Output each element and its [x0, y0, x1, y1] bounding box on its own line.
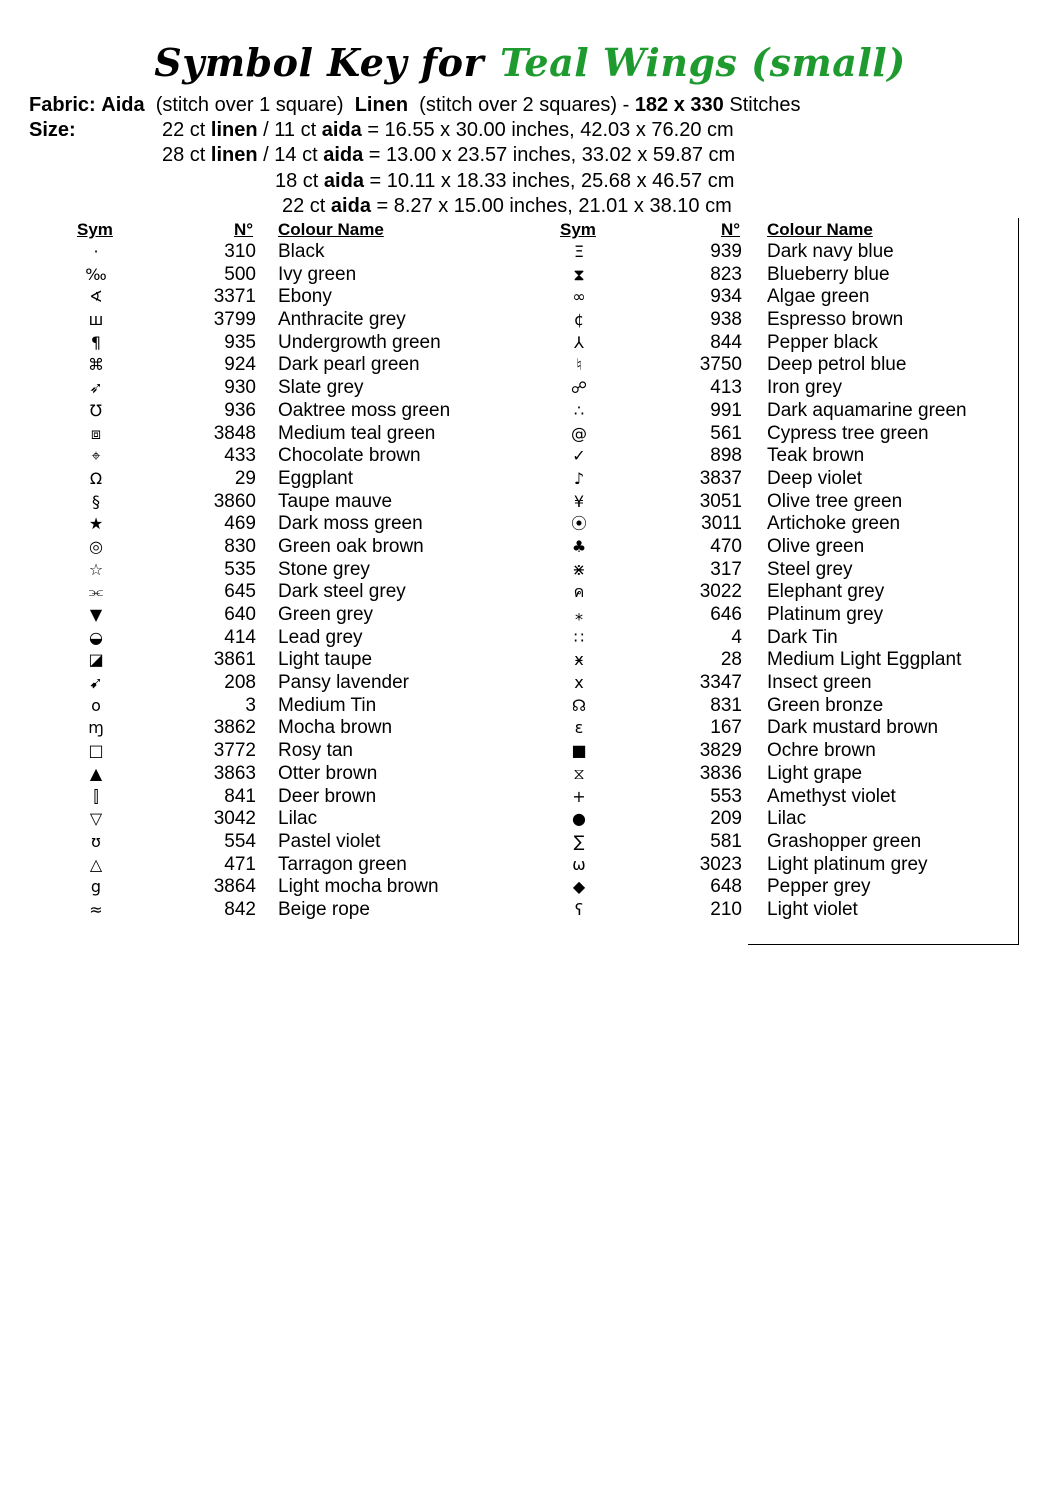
symbol: ♣	[571, 536, 587, 556]
dmc-number: 842	[224, 898, 256, 920]
colour-name: Cypress tree green	[767, 422, 929, 444]
dmc-number: 3347	[699, 672, 742, 694]
dmc-number: 938	[710, 309, 742, 331]
colour-name: Anthracite grey	[278, 309, 406, 331]
dmc-number: 830	[224, 535, 256, 557]
stitch-word: Stitches	[729, 94, 801, 116]
dmc-number: 167	[710, 717, 742, 739]
colour-name: Deer brown	[278, 785, 377, 807]
colour-name: Light mocha brown	[278, 876, 439, 898]
colour-name: Green bronze	[767, 694, 884, 716]
colour-name: Rosy tan	[278, 740, 353, 762]
colour-name: Light platinum grey	[767, 853, 928, 875]
colour-name: Pansy lavender	[278, 672, 409, 694]
key-row	[0, 400, 1060, 423]
symbol: ⁎	[575, 605, 583, 624]
size-2-mid: / 14 ct	[263, 144, 318, 166]
size-label: Size:	[29, 119, 76, 141]
key-row	[0, 332, 1060, 355]
colour-name: Dark aquamarine green	[767, 399, 967, 421]
symbol: ⅄	[574, 332, 584, 352]
dmc-number: 640	[224, 604, 256, 625]
dmc-number: 991	[710, 399, 742, 421]
symbol: ɱ	[88, 718, 104, 738]
dmc-number: 3862	[213, 717, 256, 739]
dmc-number: 3	[245, 694, 256, 716]
key-row	[0, 786, 1060, 809]
colour-name: Deep petrol blue	[767, 354, 907, 376]
dmc-number: 3750	[699, 354, 742, 376]
symbol: ☊	[571, 695, 587, 715]
symbol: ➹	[89, 673, 103, 693]
key-row	[0, 559, 1060, 582]
dmc-number: 3861	[213, 649, 256, 671]
symbol: ⫘	[88, 582, 104, 602]
dmc-number: 433	[224, 445, 256, 467]
colour-name: Olive tree green	[767, 490, 903, 512]
colour-name: Oaktree moss green	[278, 399, 451, 421]
dmc-number: 317	[710, 558, 742, 580]
key-row	[0, 672, 1060, 695]
key-row	[0, 831, 1060, 854]
dmc-number: 3837	[699, 467, 742, 489]
key-row	[0, 649, 1060, 672]
colour-name: Beige rope	[278, 898, 370, 920]
colour-name: Elephant grey	[767, 581, 885, 603]
colour-name: Pepper black	[767, 331, 878, 353]
symbol: ♪	[573, 468, 585, 488]
dmc-number: 29	[234, 467, 256, 489]
key-row	[0, 286, 1060, 309]
colour-name: Medium Light Eggplant	[767, 649, 962, 671]
dmc-number: 3042	[213, 808, 256, 830]
symbol: ш	[88, 310, 104, 330]
symbol: ◪	[88, 650, 104, 670]
dmc-number: 924	[224, 354, 256, 376]
colour-name: Steel grey	[767, 558, 853, 580]
colour-name: Espresso brown	[767, 309, 904, 331]
key-row	[0, 468, 1060, 491]
colour-name: Slate grey	[278, 377, 364, 399]
key-row	[0, 581, 1060, 604]
symbol: ∷	[573, 627, 585, 647]
symbol: ʊ	[91, 831, 101, 851]
colour-name: Chocolate brown	[278, 445, 421, 467]
dmc-number: 3772	[213, 740, 256, 762]
symbol: ✓	[572, 446, 586, 466]
colour-name: Eggplant	[278, 467, 354, 489]
symbol: ⫿	[93, 786, 99, 806]
colour-name: Ivy green	[278, 263, 357, 285]
symbol: @	[571, 423, 587, 443]
dmc-number: 28	[720, 649, 742, 671]
symbol: ⧗	[573, 264, 585, 284]
key-row	[0, 604, 1060, 627]
colour-name: Otter brown	[278, 762, 378, 784]
colour-name: Olive green	[767, 535, 865, 557]
colour-name: Mocha brown	[278, 717, 393, 739]
dmc-number: 535	[224, 558, 256, 580]
right-sym-header: Sym	[560, 220, 596, 239]
fabric-line	[29, 93, 801, 117]
left-name-header: Colour Name	[278, 220, 384, 239]
symbol: §	[92, 491, 100, 511]
symbol: ӿ	[574, 650, 584, 670]
symbol: ≈	[89, 899, 103, 919]
title-prefix: Symbol Key for	[154, 40, 484, 85]
size-1-post: = 16.55 x 30.00 inches, 42.03 x 76.20 cm	[367, 119, 734, 141]
key-row	[0, 491, 1060, 514]
symbol: ω	[572, 854, 586, 874]
symbol: ¶	[90, 332, 102, 352]
colour-name: Tarragon green	[278, 853, 407, 875]
size-4-pre: 22 ct	[282, 195, 326, 217]
symbol: ➶	[89, 378, 103, 398]
colour-name: Stone grey	[278, 558, 370, 580]
key-row	[0, 854, 1060, 877]
colour-name: Lilac	[767, 808, 807, 830]
size-1-pre: 22 ct	[162, 119, 206, 141]
dmc-number: 648	[710, 876, 742, 898]
symbol: ·	[93, 242, 99, 261]
symbol: Ξ	[573, 242, 585, 261]
size-3-pre: 18 ct	[275, 170, 319, 192]
dmc-number: 3829	[699, 740, 742, 762]
symbol: ∴	[573, 400, 585, 420]
key-row	[0, 536, 1060, 559]
symbol: ⦿	[570, 514, 587, 534]
size-1-mid: / 11 ct	[263, 119, 317, 141]
size-2-post: = 13.00 x 23.57 inches, 33.02 x 59.87 cm	[368, 144, 736, 166]
symbol: ♮	[576, 355, 582, 375]
page-title	[0, 40, 1060, 85]
colour-name: Deep violet	[767, 467, 863, 489]
colour-name: Blueberry blue	[767, 263, 890, 285]
symbol: ¥	[573, 491, 585, 511]
dmc-number: 500	[224, 263, 256, 285]
colour-name: Lilac	[278, 808, 318, 830]
dmc-number: 936	[224, 399, 256, 421]
dmc-number: 414	[224, 626, 256, 648]
symbol: ¢	[573, 310, 585, 330]
size-line-2	[162, 143, 735, 167]
key-row	[0, 264, 1060, 287]
symbol: ◎	[89, 536, 103, 556]
dmc-number: 469	[224, 513, 256, 535]
key-row	[0, 695, 1060, 718]
colour-name: Grashopper green	[767, 830, 922, 852]
dmc-number: 4	[731, 626, 742, 648]
symbol: ‰	[85, 264, 107, 284]
symbol: +	[572, 786, 586, 806]
dmc-number: 561	[710, 422, 742, 444]
colour-name: Pepper grey	[767, 876, 871, 898]
key-row	[0, 627, 1060, 650]
colour-name: Dark pearl green	[278, 354, 420, 376]
dmc-number: 844	[710, 331, 742, 353]
symbol: ∢	[89, 287, 103, 307]
dmc-number: 3011	[701, 513, 742, 535]
colour-name: Black	[278, 241, 325, 262]
colour-name: Ochre brown	[767, 740, 876, 762]
colour-name: Ebony	[278, 286, 332, 308]
symbol: ∞	[572, 287, 586, 307]
dmc-number: 831	[710, 694, 742, 716]
pattern-name: Teal Wings (small)	[500, 40, 906, 85]
dmc-number: 3799	[213, 309, 256, 331]
symbol: ค	[573, 582, 585, 602]
dmc-number: 3371	[213, 286, 256, 308]
colour-name: Light violet	[767, 898, 858, 920]
dmc-number: 841	[224, 785, 256, 807]
size-2-aida: aida	[323, 144, 364, 166]
size-2-pre: 28 ct	[162, 144, 206, 166]
colour-name: Undergrowth green	[278, 331, 441, 353]
bottom-border-rule	[748, 944, 1019, 945]
right-name-header: Colour Name	[767, 220, 873, 239]
colour-name: Iron grey	[767, 377, 842, 399]
symbol: ▽	[89, 809, 103, 829]
size-line-1	[162, 118, 734, 142]
size-1-linen: linen	[210, 119, 258, 141]
symbol: □	[88, 741, 104, 761]
symbol: ▼	[89, 605, 103, 624]
key-row	[0, 808, 1060, 831]
colour-name: Artichoke green	[767, 513, 901, 535]
symbol: ★	[88, 514, 104, 534]
dmc-number: 939	[710, 241, 742, 262]
colour-name: Light grape	[767, 762, 863, 784]
dmc-number: 553	[710, 785, 742, 807]
colour-name: Dark moss green	[278, 513, 423, 535]
size-line-4	[282, 194, 732, 218]
dmc-number: 3023	[699, 853, 742, 875]
dmc-number: 3848	[213, 422, 256, 444]
colour-name: Dark navy blue	[767, 241, 894, 262]
dmc-number: 554	[224, 830, 256, 852]
dmc-number: 646	[710, 604, 742, 625]
left-sym-header: Sym	[77, 220, 113, 239]
fabric-linen: Linen	[354, 94, 409, 116]
dmc-number: 581	[710, 830, 742, 852]
dmc-number: 3022	[699, 581, 742, 603]
dmc-number: 208	[224, 672, 256, 694]
key-row	[0, 513, 1060, 536]
symbol: ◒	[89, 627, 103, 647]
size-1-aida: aida	[321, 119, 362, 141]
symbol: Ω	[89, 468, 103, 488]
symbol: ⧈	[90, 423, 102, 443]
colour-name: Light taupe	[278, 649, 373, 671]
dmc-number: 3860	[213, 490, 256, 512]
colour-name: Green oak brown	[278, 535, 424, 557]
dmc-number: 934	[710, 286, 742, 308]
colour-name: Insect green	[767, 672, 872, 694]
colour-name: Taupe mauve	[278, 490, 393, 512]
symbol: ◆	[572, 877, 586, 897]
left-num-header: N°	[234, 220, 254, 239]
symbol: ☆	[88, 559, 104, 579]
fabric-aida: Aida	[101, 94, 145, 116]
key-row	[0, 445, 1060, 468]
symbol: g	[90, 877, 102, 897]
key-row	[0, 241, 1060, 264]
right-key-list	[0, 241, 1060, 922]
size-2-linen: linen	[210, 144, 258, 166]
fabric-aida-note: (stitch over 1 square)	[155, 94, 344, 116]
symbol: ε	[574, 718, 584, 738]
dmc-number: 3864	[213, 876, 256, 898]
size-4-aida: aida	[330, 195, 371, 217]
symbol: ⧖	[573, 763, 585, 783]
symbol: ʕ	[574, 899, 584, 919]
symbol: ∑	[573, 831, 585, 851]
colour-name: Dark steel grey	[278, 581, 406, 603]
colour-name: Medium teal green	[278, 422, 436, 444]
colour-name: Dark Tin	[767, 626, 838, 648]
key-row	[0, 377, 1060, 400]
dmc-number: 413	[710, 377, 742, 399]
symbol: ■	[571, 741, 587, 761]
dmc-number: 930	[224, 377, 256, 399]
size-3-aida: aida	[323, 170, 364, 192]
symbol: ☍	[570, 378, 588, 398]
symbol: ⋇	[572, 559, 586, 579]
dmc-number: 471	[224, 853, 256, 875]
colour-name: Medium Tin	[278, 694, 377, 716]
dmc-number: 210	[710, 898, 742, 920]
key-row	[0, 740, 1060, 763]
symbol: ▲	[89, 763, 103, 783]
key-row	[0, 763, 1060, 786]
stitch-count: 182 x 330	[634, 94, 724, 116]
dmc-number: 898	[710, 445, 742, 467]
size-3-post: = 10.11 x 18.33 inches, 25.68 x 46.57 cm	[369, 170, 735, 192]
fabric-label: Fabric:	[29, 94, 96, 116]
key-row	[0, 423, 1060, 446]
key-row	[0, 717, 1060, 740]
symbol: o	[91, 695, 101, 715]
key-row	[0, 899, 1060, 922]
symbol: x	[574, 673, 584, 693]
colour-name: Pastel violet	[278, 830, 381, 852]
colour-name: Platinum grey	[767, 604, 884, 625]
dmc-number: 470	[710, 535, 742, 557]
dmc-number: 645	[224, 581, 256, 603]
dmc-number: 823	[710, 263, 742, 285]
dmc-number: 935	[224, 331, 256, 353]
symbol: △	[89, 854, 103, 874]
dmc-number: 3863	[213, 762, 256, 784]
symbol: ⌘	[88, 355, 104, 375]
dmc-number: 209	[710, 808, 742, 830]
colour-name: Amethyst violet	[767, 785, 896, 807]
dmc-number: 310	[224, 241, 256, 262]
key-row	[0, 876, 1060, 899]
dmc-number: 3836	[699, 762, 742, 784]
right-num-header: N°	[721, 220, 741, 239]
fabric-linen-note: (stitch over 2 squares) -	[419, 94, 630, 116]
colour-name: Teak brown	[767, 445, 865, 467]
key-row	[0, 309, 1060, 332]
symbol: ⌖	[91, 446, 101, 466]
colour-name: Lead grey	[278, 626, 363, 648]
size-4-post: = 8.27 x 15.00 inches, 21.01 x 38.10 cm	[376, 195, 732, 217]
dmc-number: 3051	[699, 490, 742, 512]
symbol: ●	[572, 809, 586, 829]
key-row	[0, 354, 1060, 377]
symbol: ℧	[89, 400, 103, 420]
colour-name: Dark mustard brown	[767, 717, 939, 739]
colour-name: Green grey	[278, 604, 374, 625]
colour-name: Algae green	[767, 286, 870, 308]
size-line-3	[275, 169, 734, 193]
